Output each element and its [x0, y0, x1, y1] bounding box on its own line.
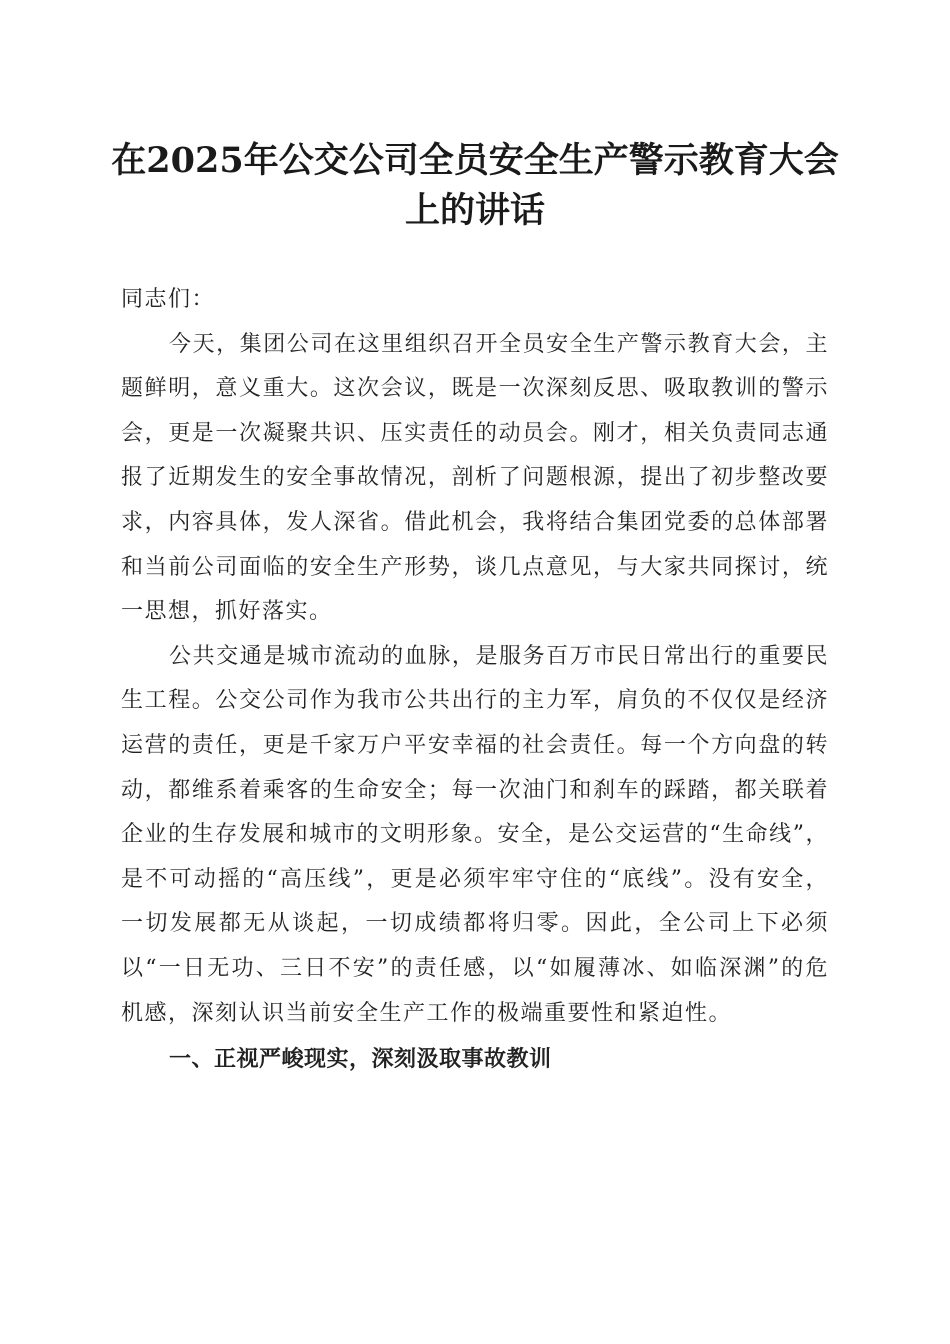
salutation: 同志们： — [121, 287, 216, 312]
section-heading: 一、正视严峻现实，深刻汲取事故教训 — [169, 1047, 552, 1073]
document-body — [121, 278, 829, 1083]
paragraph-public-transport: 公共交通是城市流动的血脉，是服务百万市民日常出行的重要民生工程。公交公司作为我市公共出行的主力军，肩负的不仅仅是经济运营的责任，更是千家万户平安幸福的社会责任。每一个方向盘的转动，都维系着乘客的生命安全；每一次油门和刹车的踩踏，都关联着企业的生存发展和城市的文明形象。安全，是公交运营的“生命线”，是不可动摇的“高压线”，更是必须牢牢守住的“底线”。没有安全，一切发展都无从谈起，一切成绩都将归零。因此，全公司上下必须以“一日无功、三日不安”的责任感，以“如履薄冰、如临深渊”的危机感，深刻认识当前安全生产工作的极端重要性和紧迫性。 — [121, 643, 829, 1026]
paragraph-opening: 今天，集团公司在这里组织召开全员安全生产警示教育大会，主题鲜明，意义重大。这次会议，既是一次深刻反思、吸取教训的警示会，更是一次凝聚共识、压实责任的动员会。刚才，相关负责同志通报了近期发生的安全事故情况，剖析了问题根源，提出了初步整改要求，内容具体，发人深省。借此机会，我将结合集团党委的总体部署和当前公司面临的安全生产形势，谈几点意见，与大家共同探讨，统一思想，抓好落实。 — [121, 331, 829, 625]
document-title: 在2025年公交公司全员安全生产警示教育大会上的讲话 — [111, 140, 839, 231]
